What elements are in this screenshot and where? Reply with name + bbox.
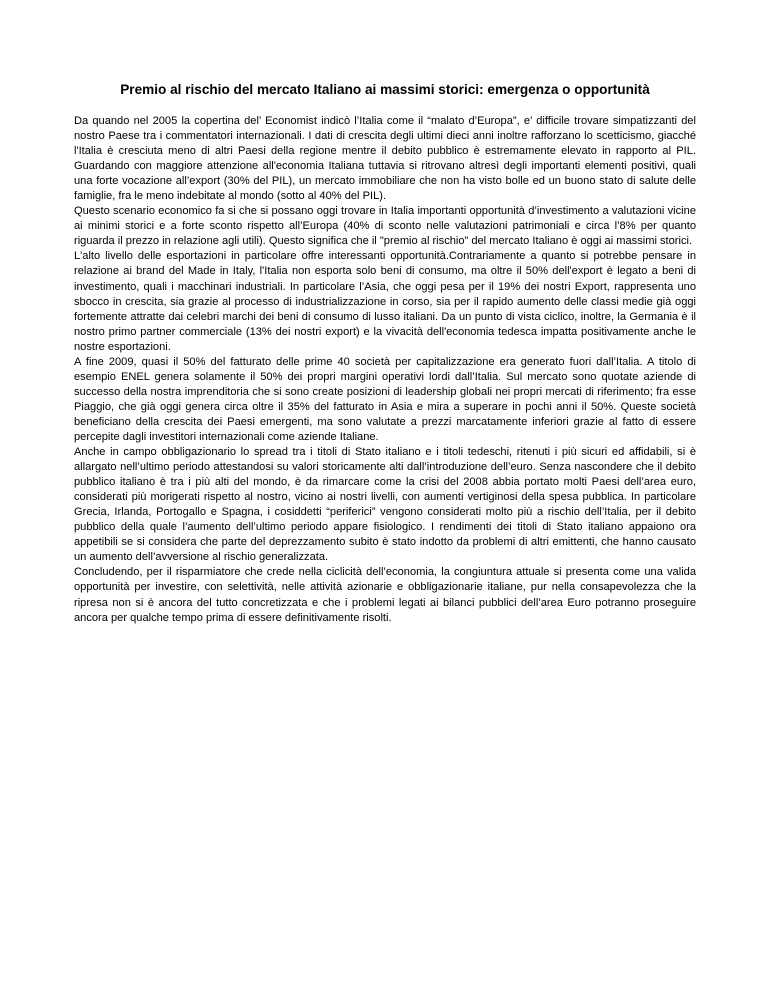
- document-body: [74, 114, 696, 626]
- document-page: [74, 81, 696, 626]
- paragraph-bonds: Anche in campo obbligazionario lo spread tra i titoli di Stato italiano e i titoli tedeschi, ritenuti i più sicuri ed affidabili, si è allargato nell’ultimo periodo attestandosi su valori storicamente alti dall’introduzione dell’euro. Senza nascondere che il debito pubblico italiano è tra i più alti del mondo, è da rimarcare come la crisi del 2008 abbia portato molti Paesi dell’area euro, considerati più morigerati rispetto al nostro, vicino ai nostri livelli, con aumenti vertiginosi della spesa pubblica. In particolare Grecia, Irlanda, Portogallo e Spagna, i cosiddetti “periferici” vengono considerati molto più a rischio dell’Italia, per il debito pubblico della quale l’aumento dell’ultimo periodo appare fisiologico. I rendimenti dei titoli di Stato italiano appaiono ora appetibili se si considera che parte del deprezzamento subito è stato indotto da problemi di altri emittenti, che hanno causato un aumento dell’avversione al rischio generalizzata.: [74, 446, 696, 564]
- document-title: Premio al rischio del mercato Italiano ai massimi storici: emergenza o opportunità: [120, 82, 650, 97]
- paragraph-companies: A fine 2009, quasi il 50% del fatturato delle prime 40 società per capitalizzazione era generato fuori dall’Italia. A titolo di esempio ENEL genera solamente il 50% dei propri margini operativi lordi dall’Italia. Sul mercato sono quotate aziende di successo della nostra imprenditoria che si sono create posizioni di leadership globali nei propri mercati di riferimento; fra esse Piaggio, che già oggi genera circa oltre il 35% del fatturato in Asia e mira a superare in pochi anni il 50%. Queste società beneficiano della crescita dei Paesi emergenti, ma sono valutate a prezzi marcatamente inferiori grazie al fatto di essere percepite dagli investitori internazionali come aziende Italiane.: [74, 355, 696, 443]
- paragraph-intro: Da quando nel 2005 la copertina del’ Economist indicò l’Italia come il “malato d’Europa”, e’ difficile trovare simpatizzanti del nostro Paese tra i commentatori internazionali. I dati di crescita degli ultimi dieci anni inoltre rafforzano lo scetticismo, giacché l'Italia è cresciuta meno di altri Paesi della regione mentre il debito pubblico è estremamente elevato in rapporto al PIL. Guardando con maggiore attenzione all'economia Italiana tuttavia si ritrovano altresì degli importanti elementi positivi, quali una forte vocazione all’export (30% del PIL), un mercato immobiliare che non ha visto bolle ed un buono stato di salute delle famiglie, fra le meno indebitate al mondo (sotto al 40% del PIL).: [74, 115, 696, 203]
- paragraph-scenario: Questo scenario economico fa si che si possano oggi trovare in Italia importanti opportunità d’investimento a valutazioni vicine ai minimi storici e a forte sconto rispetto all’Europa (40% di sconto nelle valutazioni patrimoniali e circa l’8% per quanto riguarda il prezzo in relazione agli utili). Questo significa che il "premio al rischio” del mercato Italiano è oggi ai massimi storici.: [74, 205, 696, 248]
- paragraph-conclusion: Concludendo, per il risparmiatore che crede nella ciclicità dell’economia, la congiuntura attuale si presenta come una valida opportunità per investire, con selettività, nelle attività azionarie e obbligazionarie italiane, pur nella consapevolezza che la ripresa non si è ancora del tutto concretizzata e che i problemi legati ai bilanci pubblici dell’area Euro potranno proseguire ancora per qualche tempo prima di essere definitivamente risolti.: [74, 566, 696, 624]
- paragraph-exports: L'alto livello delle esportazioni in particolare offre interessanti opportunità.Contrariamente a quanto si potrebbe pensare in relazione ai brand del Made in Italy, l'Italia non esporta solo beni di consumo, ma oltre il 50% dell'export è legato a beni di investimento, quali i macchinari industriali. In particolare l’Asia, che oggi pesa per il 19% dei nostri Export, rappresenta uno sbocco in crescita, sia grazie al processo di industrializzazione in corso, sia per il rapido aumento delle classi medie già oggi fortemente attratte dai celebri marchi dei beni di consumo di lusso italiani. Da un punto di vista ciclico, inoltre, la Germania è il nostro primo partner commerciale (13% dei nostri export) e la vivacità dell'economia tedesca impatta positivamente anche le nostre esportazioni.: [74, 250, 696, 353]
